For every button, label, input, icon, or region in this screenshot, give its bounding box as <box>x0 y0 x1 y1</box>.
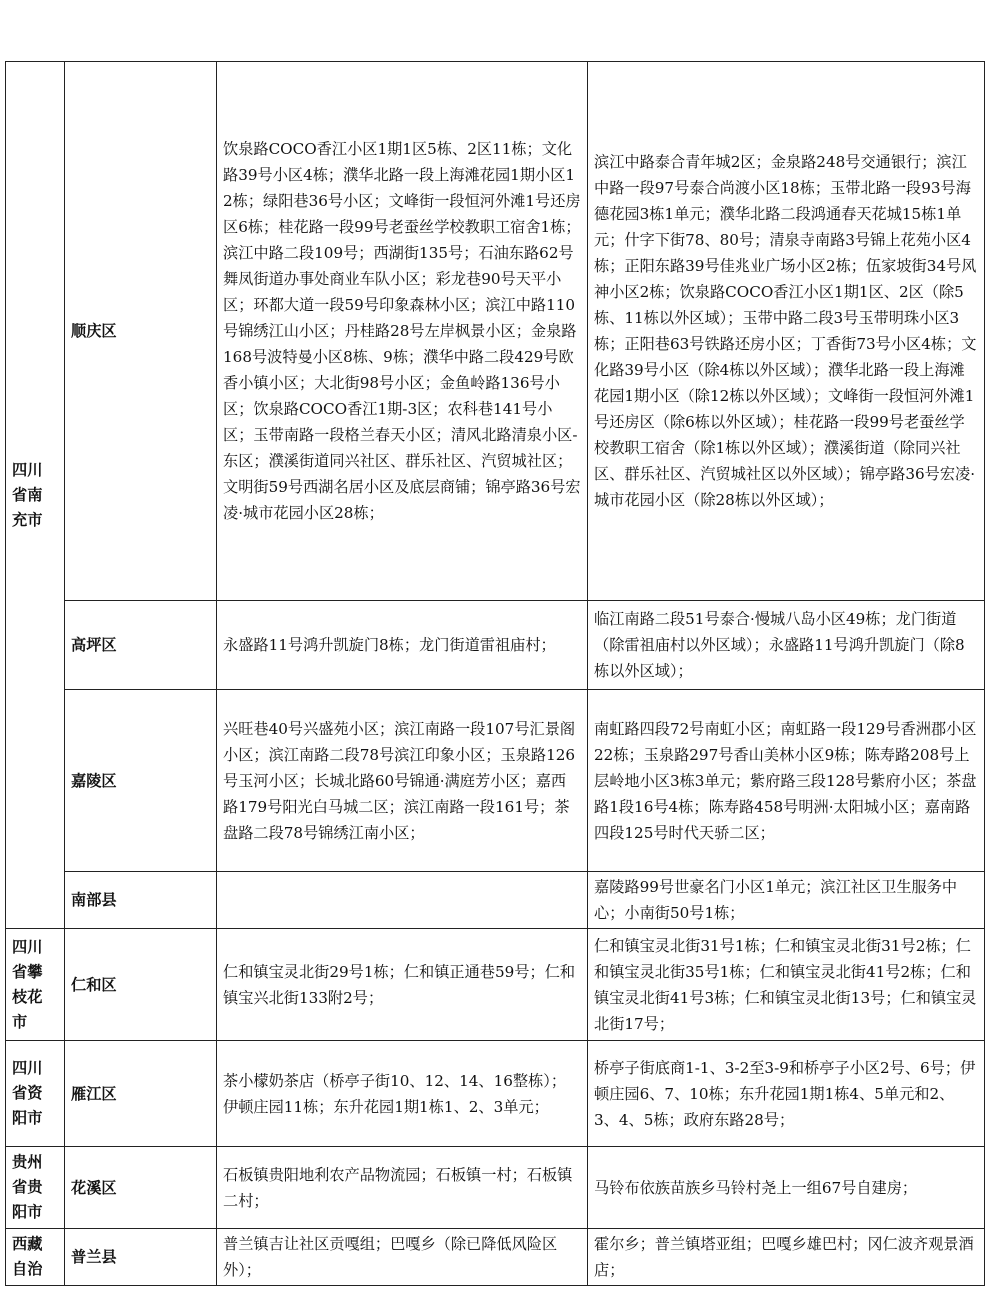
district-cell: 南部县 <box>65 872 217 929</box>
table-row <box>6 690 985 872</box>
medium-risk-cell: 仁和镇宝灵北街31号1栋；仁和镇宝灵北街31号2栋；仁和镇宝灵北街35号1栋；仁和镇宝灵北街41号2栋；仁和镇宝灵北街41号3栋；仁和镇宝灵北街13号；仁和镇宝灵北街17号； <box>588 929 985 1041</box>
medium-risk-cell: 嘉陵路99号世豪名门小区1单元；滨江社区卫生服务中心；小南街50号1栋； <box>588 872 985 929</box>
medium-risk-cell: 临江南路二段51号泰合·慢城八岛小区49栋；龙门街道（除雷祖庙村以外区域）；永盛路11号鸿升凯旋门（除8栋以外区域）； <box>588 601 985 690</box>
table-row <box>6 1147 985 1229</box>
city-name: 四川 省攀 枝花 市 <box>12 937 43 1031</box>
district-cell: 雁江区 <box>65 1041 217 1147</box>
district-cell: 嘉陵区 <box>65 690 217 872</box>
district-cell: 普兰县 <box>65 1229 217 1286</box>
city-name: 贵州 省贵 阳市 <box>12 1153 43 1221</box>
city-name: 四川 省资 阳市 <box>12 1059 43 1127</box>
city-cell <box>6 1229 65 1286</box>
city-cell <box>6 1041 65 1147</box>
high-risk-cell: 普兰镇吉让社区贡嘎组；巴嘎乡（除已降低风险区外）； <box>217 1229 588 1286</box>
medium-risk-cell: 滨江中路泰合青年城2区；金泉路248号交通银行；滨江中路一段97号泰合尚渡小区18栋；玉带北路一段93号海德花园3栋1单元；濮华北路二段鸿通春天花城15栋1单元；什字下街78、80号；清泉寺南路3号锦上花苑小区4栋；正阳东路39号佳兆业广场小区2栋；伍家坡街34号风神小区2栋；饮泉路COCO香江小区1期1区、2区（除5栋、11栋以外区域）；玉带中路二段3号玉带明珠小区3栋；正阳巷63号铁路还房小区；丁香街73号小区4栋；文化路39号小区（除4栋以外区域）；濮华北路一段上海滩花园1期小区（除12栋以外区域）；文峰街一段恒河外滩1号还房区（除6栋以外区域）；桂花路一段99号老蚕丝学校教职工宿舍（除1栋以外区域）；濮溪街道（除同兴社区、群乐社区、汽贸城社区以外区域）；锦亭路36号宏凌·城市花园小区（除28栋以外区域）； <box>588 62 985 601</box>
medium-risk-cell: 南虹路四段72号南虹小区；南虹路一段129号香洲郡小区22栋；玉泉路297号香山美林小区9栋；陈寿路208号上层岭地小区3栋3单元；紫府路三段128号紫府小区；茶盘路1段16号4栋；陈寿路458号明洲·太阳城小区；嘉南路四段125号时代天骄二区； <box>588 690 985 872</box>
table-row <box>6 62 985 601</box>
medium-risk-cell: 霍尔乡；普兰镇塔亚组；巴嘎乡雄巴村；冈仁波齐观景酒店； <box>588 1229 985 1286</box>
high-risk-cell: 茶小檬奶茶店（桥亭子街10、12、14、16整栋）；伊顿庄园11栋；东升花园1期1栋1、2、3单元； <box>217 1041 588 1147</box>
high-risk-cell: 石板镇贵阳地利农产品物流园；石板镇一村；石板镇二村； <box>217 1147 588 1229</box>
district-cell: 仁和区 <box>65 929 217 1041</box>
district-cell: 顺庆区 <box>65 62 217 601</box>
city-name: 西藏 自治 <box>12 1235 43 1278</box>
district-cell: 花溪区 <box>65 1147 217 1229</box>
medium-risk-cell: 桥亭子街底商1-1、3-2至3-9和桥亭子小区2号、6号；伊顿庄园6、7、10栋；东升花园1期1栋4、5单元和2、3、4、5栋；政府东路28号； <box>588 1041 985 1147</box>
district-cell: 高坪区 <box>65 601 217 690</box>
risk-area-table <box>5 61 985 1286</box>
high-risk-cell: 饮泉路COCO香江小区1期1区5栋、2区11栋；文化路39号小区4栋；濮华北路一段上海滩花园1期小区12栋；绿阳巷36号小区；文峰街一段恒河外滩1号还房区6栋；桂花路一段99号老蚕丝学校教职工宿舍1栋；滨江中路二段109号；西湖街135号；石油东路62号舞凤街道办事处商业车队小区；彩龙巷90号天平小区；环都大道一段59号印象森林小区；滨江中路110号锦绣江山小区；丹桂路28号左岸枫景小区；金泉路168号波特曼小区8栋、9栋；濮华中路二段429号欧香小镇小区；大北街98号小区；金鱼岭路136号小区；饮泉路COCO香江1期-3区；农科巷141号小区；玉带南路一段格兰春天小区；清风北路清泉小区-东区；濮溪街道同兴社区、群乐社区、汽贸城社区；文明街59号西湖名居小区及底层商铺；锦亭路36号宏凌·城市花园小区28栋； <box>217 62 588 601</box>
medium-risk-cell: 马铃布依族苗族乡马铃村尧上一组67号自建房； <box>588 1147 985 1229</box>
city-name: 四川 省南 充市 <box>12 460 43 529</box>
table-row <box>6 1229 985 1286</box>
high-risk-cell <box>217 872 588 929</box>
city-cell <box>6 929 65 1041</box>
high-risk-cell: 兴旺巷40号兴盛苑小区；滨江南路一段107号汇景阁小区；滨江南路二段78号滨江印象小区；玉泉路126号玉河小区；长城北路60号锦通·满庭芳小区；嘉西路179号阳光白马城二区；滨江南路一段161号；茶盘路二段78号锦绣江南小区； <box>217 690 588 872</box>
table-row <box>6 872 985 929</box>
city-cell <box>6 1147 65 1229</box>
table-row <box>6 601 985 690</box>
high-risk-cell: 永盛路11号鸿升凯旋门8栋；龙门街道雷祖庙村； <box>217 601 588 690</box>
table-row <box>6 1041 985 1147</box>
high-risk-cell: 仁和镇宝灵北街29号1栋；仁和镇正通巷59号；仁和镇宝兴北街133附2号； <box>217 929 588 1041</box>
city-cell <box>6 62 65 929</box>
table-row <box>6 929 985 1041</box>
